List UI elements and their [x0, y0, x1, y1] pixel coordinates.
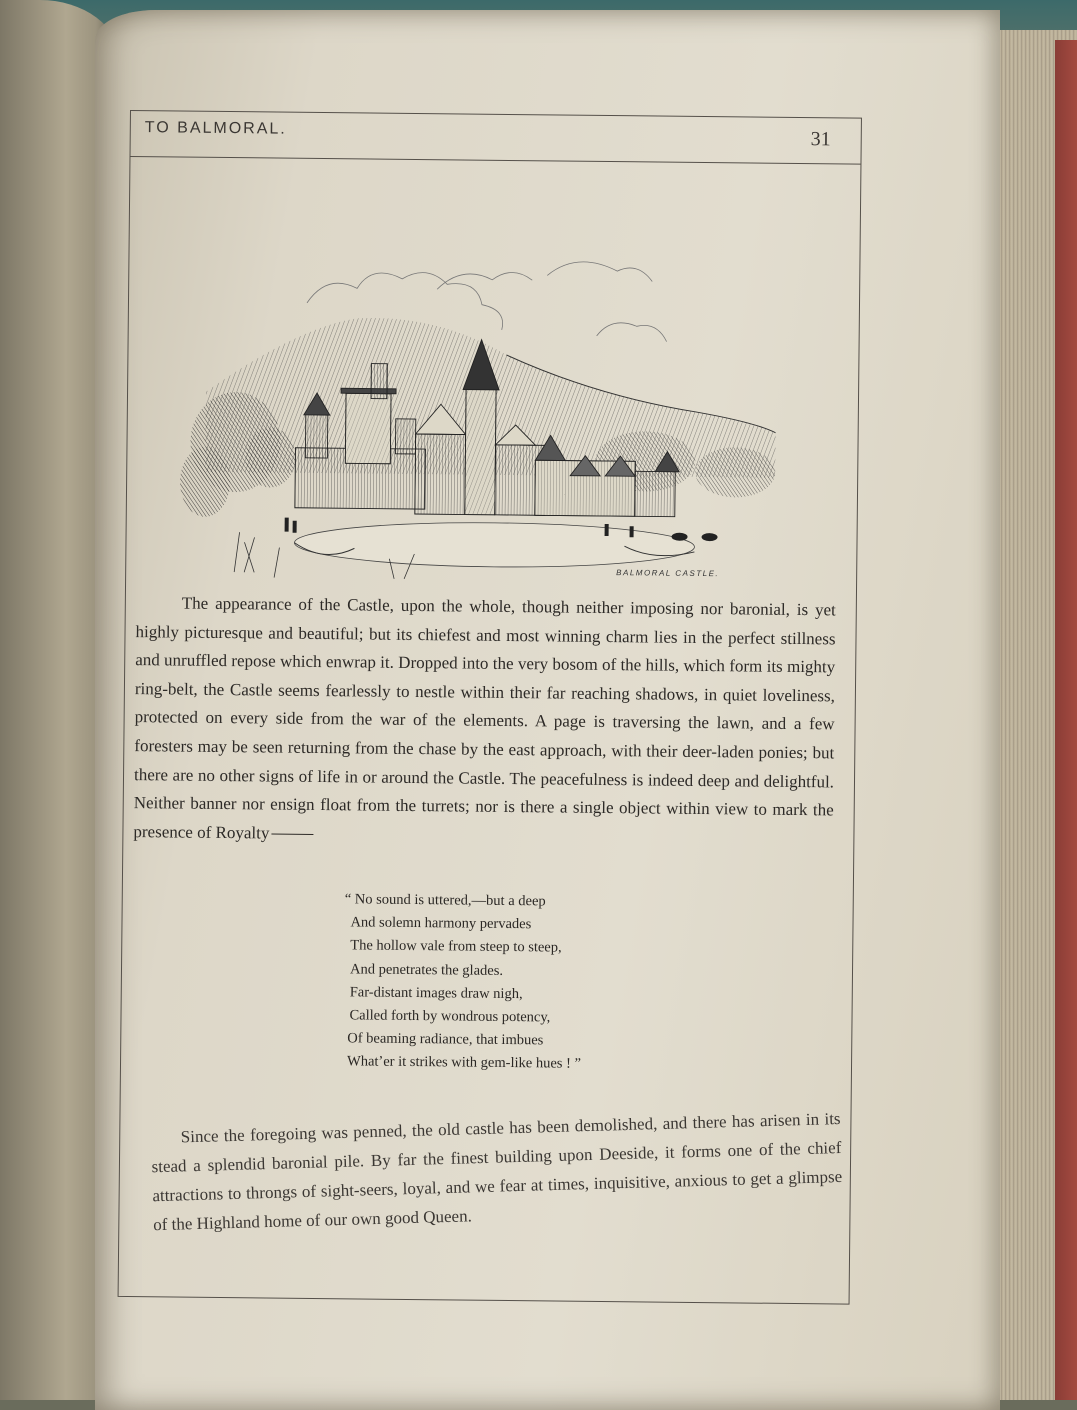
- lawn: [294, 521, 694, 569]
- poem-line: Far-distant images draw nigh,: [344, 981, 582, 1007]
- poem-line: Called forth by wondrous potency,: [343, 1004, 581, 1030]
- footnote-text: Since the foregoing was penned, the old castle has been demolished, and there has arisen in its stead a splendid baronial pile. By far the finest building upon Deeside, it forms one of the chief attractions to throngs of sight-seers, loyal, and we fear at times, inquisitive, anxious to get a glimpse of the Highland home of our own good Queen.: [151, 1109, 842, 1234]
- poem-line: What’er it strikes with gem-like hues ! ”: [343, 1051, 581, 1077]
- poem-line: Of beaming radiance, that imbues: [343, 1028, 581, 1054]
- header-rule: [131, 156, 861, 165]
- body-paragraph: [133, 589, 836, 854]
- book-page: [95, 10, 1000, 1410]
- paragraph-dash: [271, 833, 313, 834]
- poem-line: The hollow vale from steep to steep,: [344, 935, 582, 961]
- poem-block: [343, 888, 583, 1076]
- book-cover-edge: [1055, 40, 1077, 1400]
- poem-line: And solemn harmony pervades: [344, 911, 582, 937]
- body-paragraph-text: The appearance of the Castle, upon the whole, though neither imposing nor baronial, is yet highly picturesque and beautiful; but its chiefest and most winning charm lies in the perfect stillness and unruffled repose which enwrap it. Dropped into the very bosom of the hills, which form its mighty ring-belt, the Castle seems fearlessly to nestle within their far reaching shadows, in quiet loveliness, protected on every side from the war of the elements. A page is traversing the lawn, and a few foresters may be seen returning from the chase by the east approach, with their deer-laden ponies; but there are no other signs of life in or around the Castle. The peacefulness is indeed deep and delightful. Neither banner nor ensign float from the turrets; nor is there a single object within view to mark the presence of Royalty: [133, 594, 836, 843]
- running-head: TO BALMORAL.: [145, 119, 287, 138]
- page-number: 31: [811, 128, 831, 151]
- note-indent: [151, 1142, 181, 1143]
- page-frame: [118, 110, 862, 1305]
- illustration-caption: BALMORAL CASTLE.: [616, 568, 719, 578]
- poem-line: “ No sound is uttered,—but a deep: [345, 888, 583, 914]
- footnote-paragraph: [150, 1104, 843, 1239]
- poem-line: And penetrates the glades.: [344, 958, 582, 984]
- castle-engraving: [174, 242, 778, 588]
